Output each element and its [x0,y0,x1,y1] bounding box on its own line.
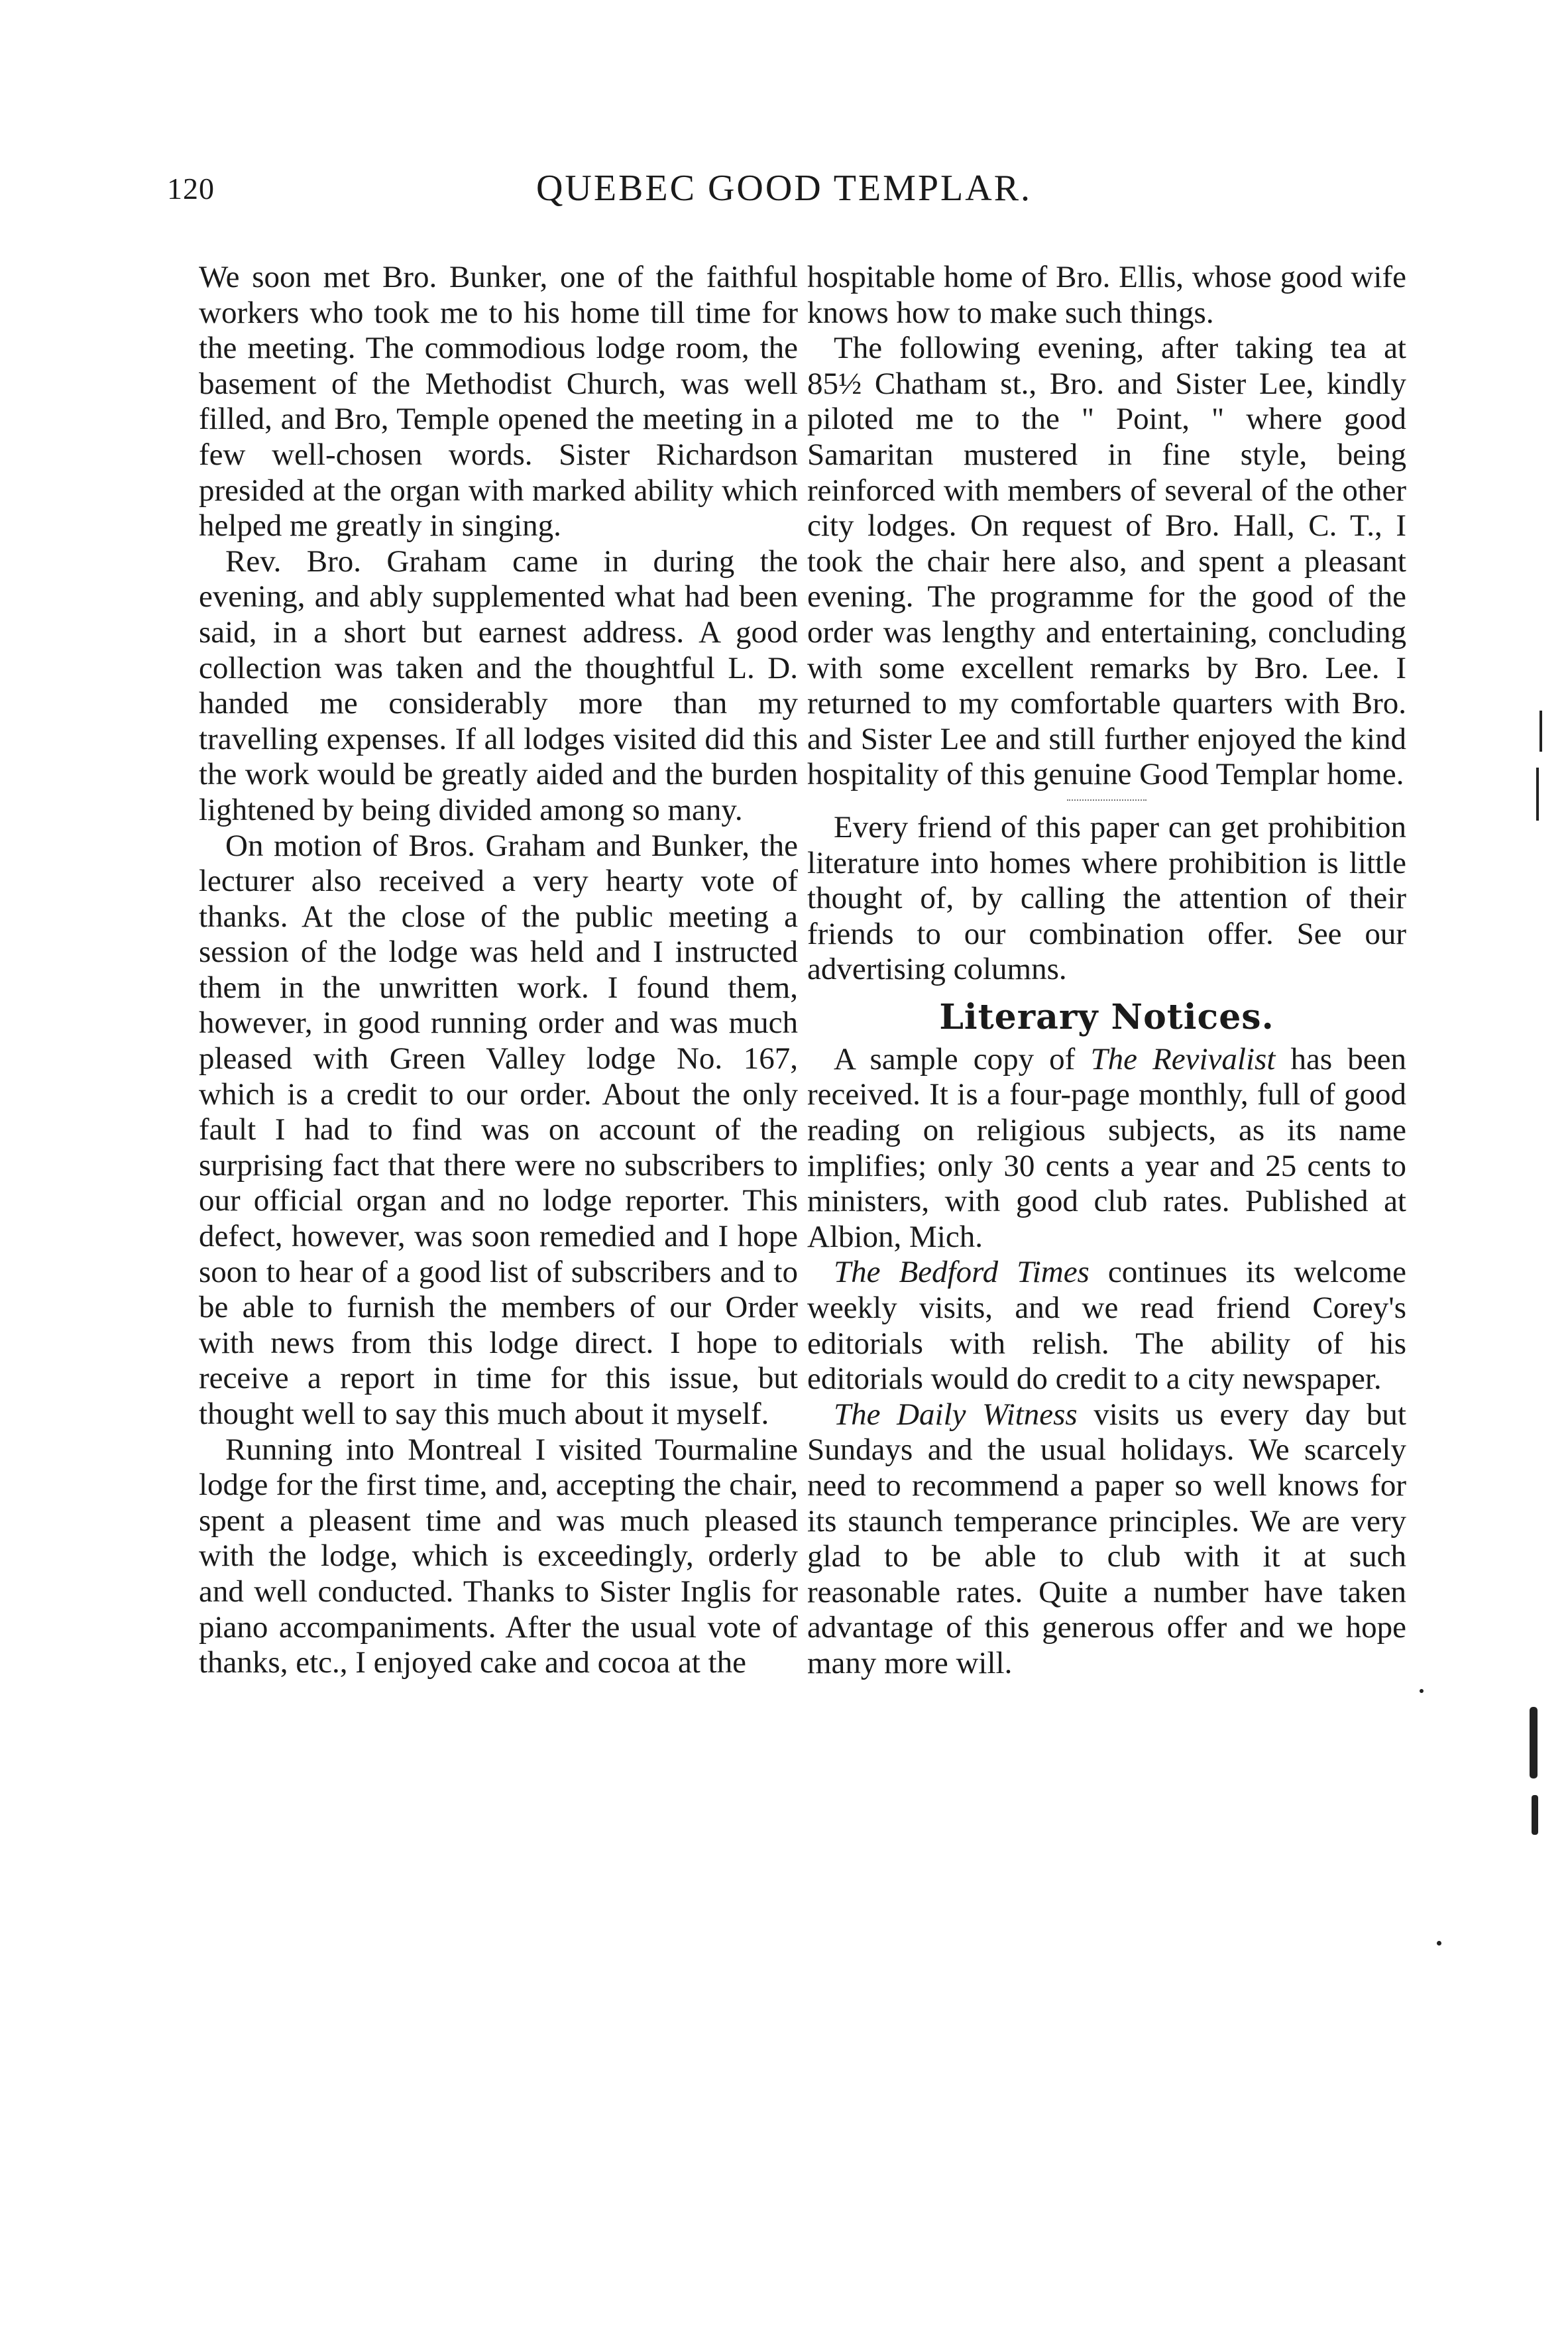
margin-mark [1530,1707,1538,1778]
margin-mark [1540,711,1542,752]
paragraph: Running into Montreal I visited Tourmaline lodge for the first time, and, accepting the chair, spent a pleasent time and was much pleased with the lodge, which is exceedingly, orderly and well conducted. Thanks to Sister Inglis for piano accompaniments. After the usual vote of thanks, etc., I enjoyed cake and cocoa at the [199,1432,798,1680]
paragraph: Rev. Bro. Graham came in during the evening, and ably supplemented what had been said, in a short but earnest address. A good collection was taken and the thoughtful L. D. handed me considerably more than my travelling expenses. If all lodges visited did this the work would be greatly aided and the burden lightened by being divided among so many. [199,544,798,827]
left-column [199,260,798,1681]
paragraph: On motion of Bros. Graham and Bunker, the lecturer also received a very hearty vote of thanks. At the close of the public meeting a session of the lodge was held and I instructed them in the unwritten work. I found them, however, in good running order and was much pleased with Green Valley lodge No. 167, which is a credit to our order. About the only fault I had to find was on account of the surprising fact that there were no subscribers to our official organ and no lodge reporter. This defect, however, was soon remedied and I hope soon to hear of a good list of subscribers and to be able to furnish the members of our Order with news from this lodge direct. I hope to receive a report in time for this issue, but thought well to say this much about it myself. [199,828,798,1431]
margin-mark [1532,1795,1538,1835]
notice-paragraph [807,1255,1406,1397]
margin-mark [1536,768,1539,821]
notice-text: A sample copy of [834,1041,1091,1077]
publication-title: The Bedford Times [834,1255,1090,1290]
paragraph: Every friend of this paper can get prohibition literature into homes where prohibition is little thought of, by calling the attention of their friends to our combination offer. See our advertising columns. [807,809,1406,987]
margin-mark [1437,1941,1441,1946]
paragraph: We soon met Bro. Bunker, one of the faithful workers who took me to his home till time for the meeting. The commodious lodge room, the basement of the Methodist Church, was well filled, and Bro, Temple opened the meeting in a few well-chosen words. Sister Richardson presided at the organ with marked ability which helped me greatly in singing. [199,260,798,544]
notice-paragraph [807,1042,1406,1255]
publication-title: The Revivalist [1090,1041,1276,1077]
running-head: QUEBEC GOOD TEMPLAR. [535,168,1033,209]
paragraph: The following evening, after taking tea at 85½ Chatham st., Bro. and Sister Lee, kindly piloted me to the " Point, " where good Samaritan mustered in fine style, being reinforced with members of several of the other city lodges. On request of Bro. Hall, C. T., I took the chair here also, and spent a pleasant evening. The programme for the good of the order was lengthy and entertaining, concluding with some excellent remarks by Bro. Lee. I returned to my comfortable quarters with Bro. and Sister Lee and still further enjoyed the kind hospitality of this genuine Good Templar home. [807,331,1406,792]
notice-text: continues its welcome weekly visits, and we read friend Corey's editorials with relish. The ability of his editorials would do credit to a city newspaper. [807,1255,1406,1397]
page-number: 120 [167,172,215,205]
section-heading: Literary Notices. [939,996,1274,1037]
notice-text: has been received. It is a four-page monthly, full of good reading on religious subjects, as its name implifies; only 30 cents a year and 25 cents to ministers, with good club rates. Published at Albion, Mich. [807,1041,1406,1254]
notice-paragraph [807,1397,1406,1682]
publication-title: The Daily Witness [834,1397,1078,1432]
margin-mark [1420,1689,1424,1693]
separator-rule [1067,799,1147,801]
notice-text: visits us every day but Sundays and the usual holidays. We scarcely need to recommend a paper so well knows for its staunch temperance principles. We are very glad to be able to club with it at such reasonable rates. Quite a number have taken advantage of this generous offer and we hope many more will. [807,1397,1406,1680]
right-column [807,260,1406,1682]
paragraph: hospitable home of Bro. Ellis, whose good wife knows how to make such things. [807,260,1406,330]
